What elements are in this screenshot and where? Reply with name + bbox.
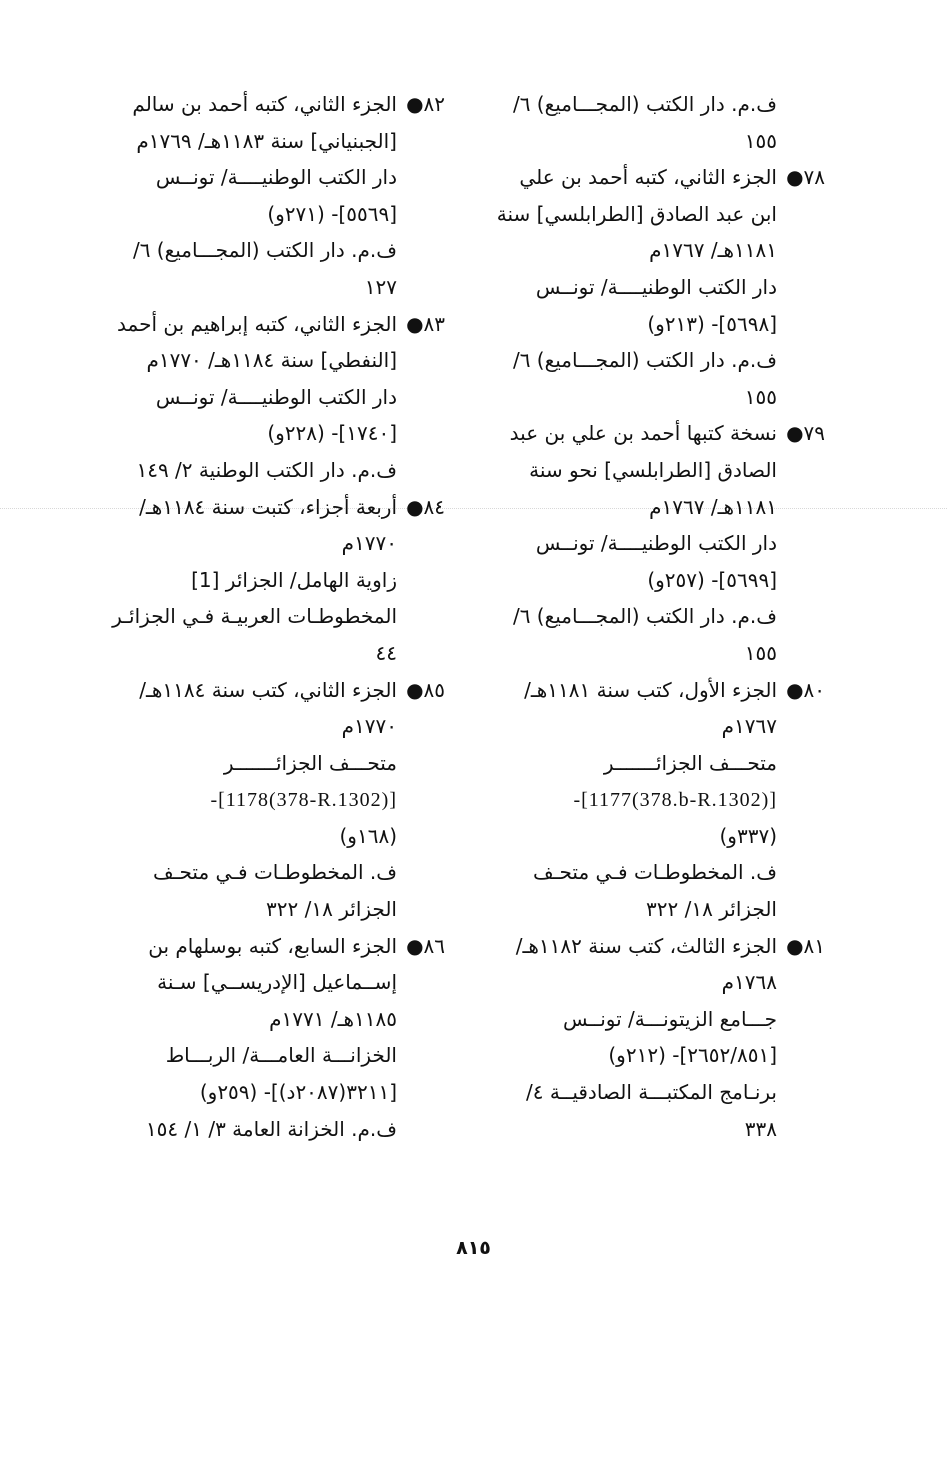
entry-line	[490, 562, 825, 599]
entry-line-text: ١٥٥	[744, 640, 777, 665]
entry-line-text: برنـامج المكتبـــة الصادقيــة ٤/	[526, 1080, 777, 1105]
entry-line-text: [٥٦٩٩]- (٢٥٧و)	[647, 567, 777, 592]
entry-line-text: (١٦٨و)	[339, 823, 397, 848]
entry-line-text: الجزء الثاني، كتبه أحمد بن سالم	[132, 92, 397, 116]
entry-line-text: ف.م. دار الكتب (المجـــاميع) ٦/	[132, 238, 397, 263]
entry-line	[490, 891, 825, 928]
entry-first-line	[490, 415, 825, 452]
entry-line	[100, 598, 445, 635]
entry-line	[490, 1074, 825, 1111]
entry-line	[100, 562, 445, 599]
entry-line-text: الجزء السابع، كتبه بوسلهام بن	[148, 933, 397, 958]
entry-line	[490, 342, 825, 379]
entry-line-text: دار الكتب الوطنيــــة/ تونــس	[155, 384, 397, 409]
entry-line-text: زاوية الهامل/ الجزائر [1]	[191, 567, 397, 592]
catalog-entry	[100, 86, 445, 306]
entry-line	[490, 489, 825, 526]
entry-line-text: -[1178(378-R.1302)]	[210, 789, 397, 812]
entry-line-text: [٥٥٦٩]- (٢٧١و)	[267, 201, 397, 226]
entry-first-line	[100, 928, 445, 965]
entry-number: ٨١●	[786, 933, 825, 958]
entry-first-line	[100, 86, 445, 123]
entry-first-line	[100, 672, 445, 709]
entry-line-text: ١٧٧٠م	[341, 531, 397, 556]
entry-line	[490, 123, 825, 160]
entry-number: ٨٦●	[406, 933, 445, 958]
entry-line-text: ف.م. دار الكتب (المجـــاميع) ٦/	[512, 604, 777, 629]
entry-line	[490, 745, 825, 782]
entry-line-text: الجزء الثاني، كتبه أحمد بن علي	[519, 165, 777, 190]
entry-line-text: إســماعيل [الإدريســي] سـنة	[157, 970, 397, 995]
entry-line-text: دار الكتب الوطنيــــة/ تونــس	[155, 165, 397, 190]
entry-line	[100, 635, 445, 672]
entry-line	[100, 379, 445, 416]
entry-line-text: الجزائر ١٨/ ٣٢٢	[266, 897, 397, 922]
entry-line	[100, 964, 445, 1001]
entry-line-text: دار الكتب الوطنيــــة/ تونــس	[535, 274, 777, 299]
entry-line-text: ١٧٦٨م	[721, 970, 777, 995]
page-number: ٨١٥	[456, 1237, 491, 1259]
entry-line	[490, 306, 825, 343]
entry-line	[100, 415, 445, 452]
entry-line-text: ف.م. دار الكتب الوطنية ٢/ ١٤٩	[136, 457, 397, 482]
entry-line	[490, 379, 825, 416]
entry-line	[100, 745, 445, 782]
entry-line-text: الجزء الأول، كتب سنة ١١٨١هـ/	[524, 677, 777, 702]
entry-line	[100, 1074, 445, 1111]
entry-line	[490, 781, 825, 818]
entry-line	[100, 1111, 445, 1148]
entry-line-text: -[1177(378.b-R.1302)]	[573, 789, 777, 812]
entry-first-line	[100, 306, 445, 343]
entry-line	[490, 269, 825, 306]
entry-line-text: أربعة أجزاء، كتبت سنة ١١٨٤هـ/	[139, 494, 397, 519]
entry-line-text: دار الكتب الوطنيــــة/ تونــس	[535, 531, 777, 556]
entry-line	[100, 708, 445, 745]
catalog-entry	[490, 159, 825, 415]
entry-line	[490, 1037, 825, 1074]
entry-number: ٧٨●	[786, 165, 825, 190]
entry-line	[490, 818, 825, 855]
entry-line	[490, 635, 825, 672]
entry-first-line	[490, 159, 825, 196]
entry-line	[100, 781, 445, 818]
entry-line-text: متحـــف الجزائـــــــر	[603, 750, 777, 775]
catalog-entry	[490, 928, 825, 1148]
entry-line	[100, 269, 445, 306]
entry-first-line	[490, 928, 825, 965]
entry-line	[100, 1001, 445, 1038]
entry-line-text: ١٢٧	[364, 274, 397, 299]
entry-line-text: الصادق [الطرابلسي] نحو سنة	[529, 457, 777, 482]
entry-line-text: المخطوطـات العربيـة فـي الجزائـر	[112, 604, 397, 629]
entry-number: ٨٢●	[406, 92, 445, 116]
entry-line-text: ٤٤	[375, 640, 397, 665]
entry-line	[100, 818, 445, 855]
entry-line	[100, 123, 445, 160]
entry-line	[100, 196, 445, 233]
entry-line-text: متحـــف الجزائـــــــر	[223, 750, 397, 775]
catalog-entry	[100, 306, 445, 489]
entry-line-text: ١١٨١هـ/ ١٧٦٧م	[649, 238, 777, 263]
entry-line-text: [١٧٤٠]- (٢٢٨و)	[267, 421, 397, 446]
entry-line-text: ١١٨٥هـ/ ١٧٧١م	[269, 1006, 397, 1031]
catalog-entry	[100, 928, 445, 1148]
entry-line-text: ١٥٥	[744, 128, 777, 153]
entry-first-line	[100, 489, 445, 526]
entry-number: ٧٩●	[786, 421, 825, 446]
entry-line	[490, 1001, 825, 1038]
entry-line-text: [٥٦٩٨]- (٢١٣و)	[647, 311, 777, 336]
entry-line	[490, 86, 825, 123]
entry-line-text: ف. المخطوطـات فـي متحـف	[532, 860, 777, 885]
entry-line-text: ف.م. دار الكتب (المجـــاميع) ٦/	[512, 92, 777, 116]
entry-line-text: الخزانـــة العامـــة/ الربـــاط	[165, 1043, 397, 1068]
catalog-entry	[100, 672, 445, 928]
entry-line-text: [٣٢١١(٢٠٨٧د)]- (٢٥٩و)	[199, 1080, 397, 1105]
catalog-entry	[490, 672, 825, 928]
entry-line-text: (٣٣٧و)	[719, 823, 777, 848]
entry-line	[490, 452, 825, 489]
entry-line-text: ف.م. الخزانة العامة ٣/ ١/ ١٥٤	[145, 1116, 397, 1141]
entry-line	[490, 1111, 825, 1148]
entry-first-line	[490, 672, 825, 709]
entry-line-text: الجزء الثاني، كتبه إبراهيم بن أحمد	[117, 311, 397, 336]
entry-line-text: [الجبنياني] سنة ١١٨٣هـ/ ١٧٦٩م	[136, 128, 397, 153]
entry-line-text: ف. المخطوطـات فـي متحـف	[152, 860, 397, 885]
entry-line-text: ابن عبد الصادق [الطرابلسي] سنة	[496, 201, 777, 226]
entry-line	[490, 232, 825, 269]
entry-line-text: ف.م. دار الكتب (المجـــاميع) ٦/	[512, 348, 777, 373]
entry-line	[490, 196, 825, 233]
entry-line-text: [٢٦٥٢/٨٥١]- (٢١٢و)	[608, 1043, 777, 1068]
entry-line-text: جـــامع الزيتونـــة/ تونــس	[562, 1006, 777, 1031]
entry-line-text: ١٧٧٠م	[341, 714, 397, 739]
entry-line-text: ٣٣٨	[744, 1116, 777, 1141]
entry-line	[100, 525, 445, 562]
entry-line	[490, 708, 825, 745]
entry-line	[490, 964, 825, 1001]
entry-line	[100, 891, 445, 928]
entry-line	[490, 598, 825, 635]
entry-line	[100, 342, 445, 379]
entry-line	[490, 854, 825, 891]
entry-line	[100, 1037, 445, 1074]
left-column	[100, 86, 445, 1147]
entry-line-text: ١١٨١هـ/ ١٧٦٧م	[649, 494, 777, 519]
entry-line-text: الجزء الثاني، كتب سنة ١١٨٤هـ/	[139, 677, 397, 702]
entry-number: ٨٣●	[406, 311, 445, 336]
entry-line	[100, 232, 445, 269]
catalog-entry	[100, 489, 445, 672]
entry-line	[490, 525, 825, 562]
entry-number: ٨٠●	[786, 677, 825, 702]
entry-line-text: الجزائر ١٨/ ٣٢٢	[646, 897, 777, 922]
entry-line-text: ١٧٦٧م	[721, 714, 777, 739]
entry-number: ٨٥●	[406, 677, 445, 702]
entry-number: ٨٤●	[406, 494, 445, 519]
entry-line-text: الجزء الثالث، كتب سنة ١١٨٢هـ/	[515, 933, 777, 958]
entry-line-text: ١٥٥	[744, 384, 777, 409]
catalog-entry	[490, 86, 825, 159]
entry-line-text: نسخة كتبها أحمد بن علي بن عبد	[509, 421, 777, 446]
right-column	[490, 86, 825, 1147]
catalog-entry	[490, 415, 825, 671]
entry-line	[100, 854, 445, 891]
entry-line-text: [النفطي] سنة ١١٨٤هـ/ ١٧٧٠م	[146, 348, 397, 373]
entry-line	[100, 452, 445, 489]
entry-line	[100, 159, 445, 196]
